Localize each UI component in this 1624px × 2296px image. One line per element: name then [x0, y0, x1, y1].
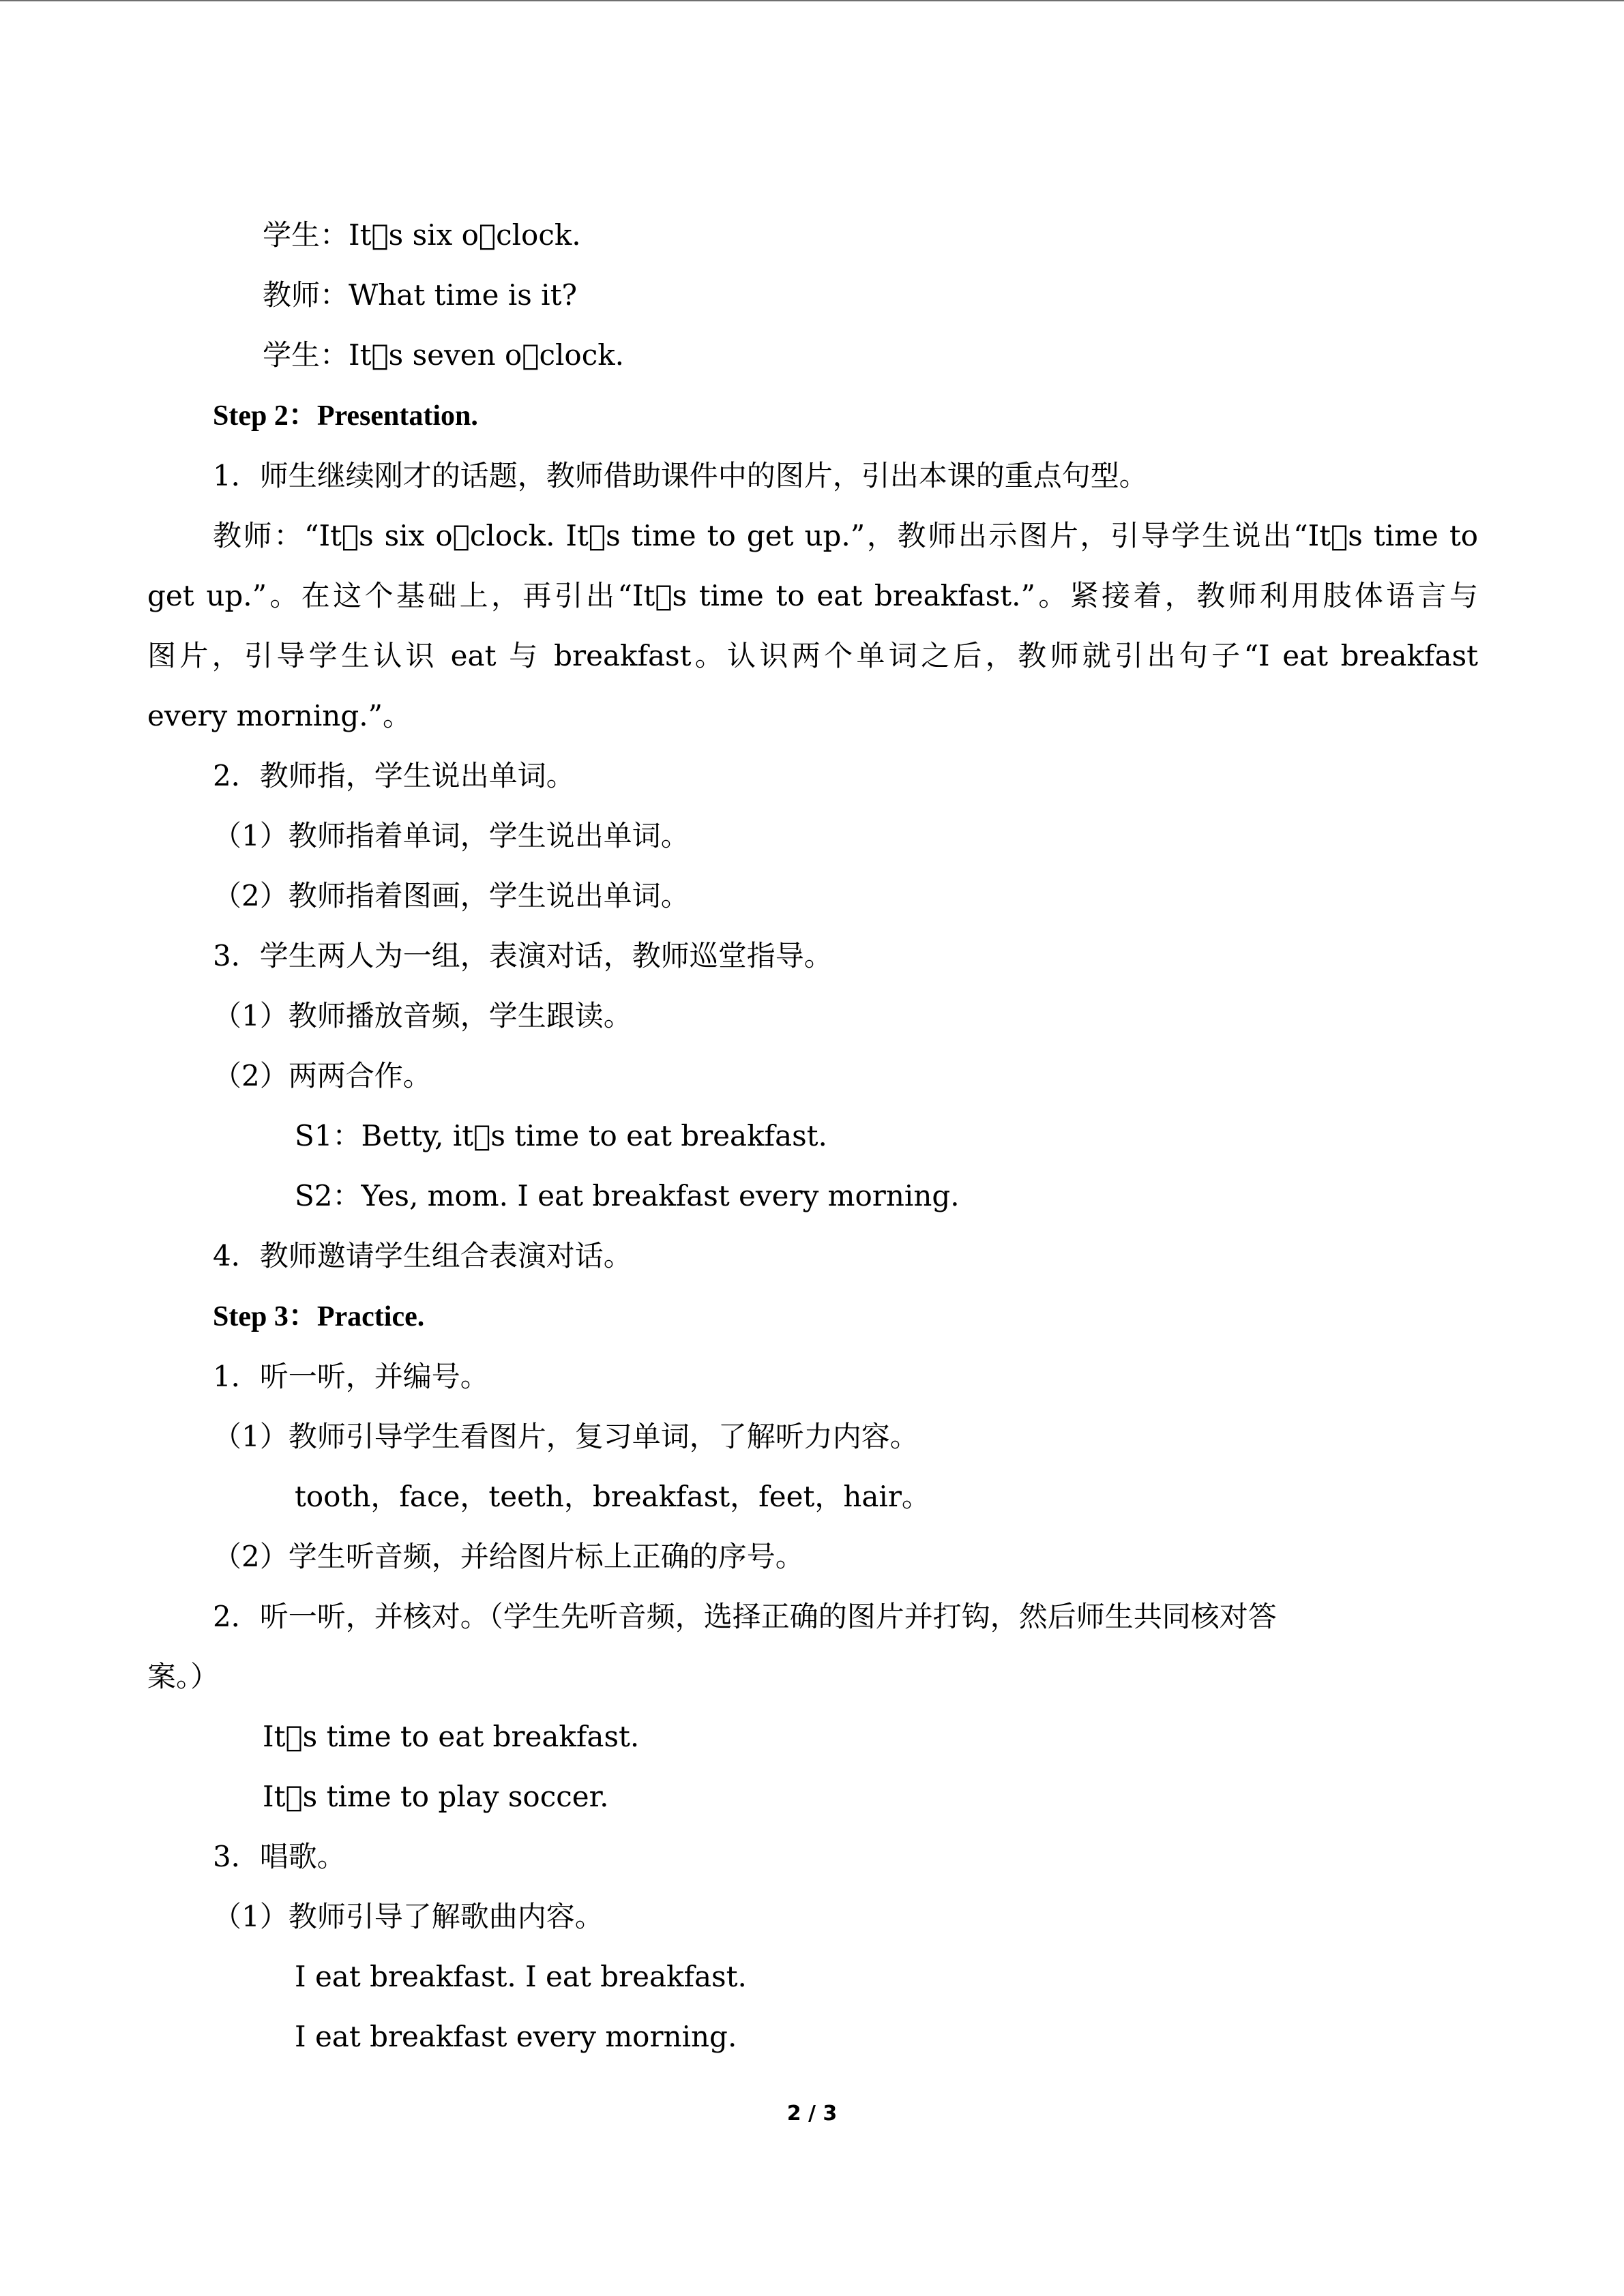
step-heading: Step 2：Presentation.	[213, 400, 478, 432]
step-heading: Step 3：Practice.	[213, 1301, 425, 1332]
paragraph-line: get up.”。在这个基础上，再引出“It s time to eat breakfast.”。紧接着，教师利用肢体语言与	[147, 579, 1478, 612]
list-item: （2）教师指着图画，学生说出单词。	[213, 879, 690, 912]
list-item: （1）教师引导学生看图片，复习单词，了解听力内容。	[213, 1420, 919, 1453]
song-lyric: I eat breakfast. I eat breakfast.	[295, 1960, 747, 1993]
paragraph-line: 图片，引导学生认识 eat 与 breakfast。认识两个单词之后，教师就引出句子“I eat breakfast	[147, 639, 1478, 672]
dialogue-line: S1：Betty, it s time to eat breakfast.	[295, 1119, 820, 1152]
dialogue-line: 学生：It s seven o clock.	[263, 338, 608, 372]
page-number: 2 / 3	[786, 2102, 838, 2126]
dialogue-line: S2：Yes, mom. I eat breakfast every morning.	[295, 1179, 960, 1212]
example-sentence: It s time to eat breakfast.	[263, 1720, 632, 1753]
paragraph-line: 2．教师指，学生说出单词。	[213, 759, 575, 792]
dialogue-line: 学生：It s six o clock.	[263, 218, 565, 252]
list-item: （2）两两合作。	[213, 1059, 432, 1092]
paragraph-line: 4．教师邀请学生组合表演对话。	[213, 1239, 632, 1272]
paragraph-line: 1．师生继续刚才的话题，教师借助课件中的图片，引出本课的重点句型。	[213, 459, 1148, 492]
list-item: （1）教师引导了解歌曲内容。	[213, 1900, 604, 1933]
paragraph-line: 1．听一听，并编号。	[213, 1360, 489, 1393]
paragraph-line: 3．唱歌。	[213, 1840, 346, 1873]
word-list: tooth，face，teeth，breakfast，feet，hair。	[295, 1480, 930, 1513]
list-item: （2）学生听音频，并给图片标上正确的序号。	[213, 1540, 804, 1573]
paragraph-line: 案。）	[147, 1660, 220, 1693]
paragraph-line: 教师：“It s six o clock. It s time to get up.”，教师出示图片，引导学生说出“It s time to	[213, 519, 1478, 552]
paragraph-line: every morning.”。	[147, 699, 412, 732]
song-lyric: I eat breakfast every morning.	[295, 2020, 737, 2053]
paragraph-line: 2．听一听，并核对。（学生先听音频，选择正确的图片并打钩，然后师生共同核对答	[213, 1600, 1277, 1633]
example-sentence: It s time to play soccer.	[263, 1780, 601, 1813]
list-item: （1）教师播放音频，学生跟读。	[213, 999, 632, 1032]
dialogue-line: 教师：What time is it?	[263, 278, 577, 312]
list-item: （1）教师指着单词，学生说出单词。	[213, 819, 690, 852]
paragraph-line: 3．学生两人为一组，表演对话，教师巡堂指导。	[213, 939, 833, 972]
